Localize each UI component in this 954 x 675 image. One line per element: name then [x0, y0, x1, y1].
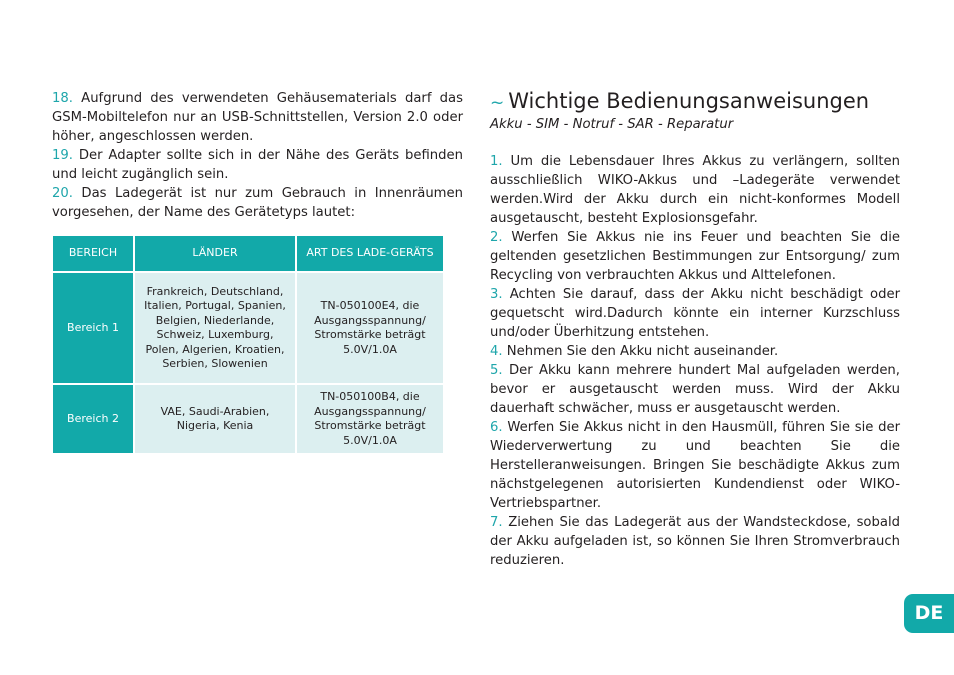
countries-cell: VAE, Saudi-Arabien, Nigeria, Kenia	[134, 384, 296, 454]
item-text: Werfen Sie Akkus nie ins Feuer und beachten Sie die geltenden gesetzlichen Bestimmungen zur Entsorgung/ zum Recycling von verbrauchten Akkus und Alttelefonen.	[490, 230, 900, 283]
table-header-row	[52, 235, 444, 272]
charger-cell: TN-050100B4, die Ausgangsspannung/ Stromstärke beträgt 5.0V/1.0A	[296, 384, 444, 454]
section-subtitle: Akku - SIM - Notruf - SAR - Reparatur	[490, 117, 734, 132]
table-row	[52, 384, 444, 454]
item-text: Achten Sie darauf, dass der Akku nicht beschädigt oder gequetscht wird.Dadurch könnte ein interner Kurzschluss und/oder Überhitzung entstehen.	[490, 287, 900, 340]
charger-cell: TN-050100E4, die Ausgangsspannung/ Stromstärke beträgt 5.0V/1.0A	[296, 272, 444, 384]
item-number: 18.	[52, 91, 73, 106]
column-header-charger: ART DES LADE-GERÄTS	[296, 235, 444, 272]
item-number: 4.	[490, 344, 503, 359]
table-row	[52, 272, 444, 384]
instruction-item	[490, 152, 900, 228]
item-18	[52, 89, 463, 146]
item-number: 6.	[490, 420, 503, 435]
item-text: Um die Lebensdauer Ihres Akkus zu verlängern, sollten ausschließlich WIKO-Akkus und –Ladegeräte verwendet werden.Wird der Akku durch ein nicht-konformes Modell ausgetauscht, besteht Explosionsgefahr.	[490, 154, 900, 226]
instruction-item	[490, 513, 900, 570]
item-number: 20.	[52, 186, 73, 201]
column-header-countries: LÄNDER	[134, 235, 296, 272]
item-text: Der Akku kann mehrere hundert Mal aufgeladen werden, bevor er ausgetauscht werden muss. Wird der Akku dauerhaft schwächer, muss er ausgetauscht werden.	[490, 363, 900, 416]
item-20	[52, 184, 463, 222]
tilde-mark: ~	[490, 93, 505, 113]
language-tab: DE	[904, 594, 954, 633]
item-number: 19.	[52, 148, 73, 163]
item-text: Ziehen Sie das Ladegerät aus der Wandsteckdose, sobald der Akku aufgeladen ist, so können Sie Ihren Stromverbrauch reduzieren.	[490, 515, 900, 568]
column-header-region: BEREICH	[52, 235, 134, 272]
section-title-text: Wichtige Bedienungsanweisungen	[508, 89, 870, 113]
item-text: Aufgrund des verwendeten Gehäusematerials darf das GSM-Mobiltelefon nur an USB-Schnittstellen, Version 2.0 oder höher, angeschlossen werden.	[52, 91, 463, 144]
item-text: Nehmen Sie den Akku nicht auseinander.	[502, 344, 779, 359]
instruction-item	[490, 361, 900, 418]
item-text: Das Ladegerät ist nur zum Gebrauch in Innenräumen vorgesehen, der Name des Gerätetyps lautet:	[52, 186, 463, 220]
instruction-item	[490, 418, 900, 513]
item-text: Der Adapter sollte sich in der Nähe des Geräts befinden und leicht zugänglich sein.	[52, 148, 463, 182]
region-cell: Bereich 1	[52, 272, 134, 384]
countries-cell: Frankreich, Deutschland, Italien, Portugal, Spanien, Belgien, Niederlande, Schweiz, Luxemburg, Polen, Algerien, Kroatien, Serbien, Slowenien	[134, 272, 296, 384]
left-column	[52, 89, 463, 222]
item-19	[52, 146, 463, 184]
section-title	[490, 88, 900, 116]
item-number: 2.	[490, 230, 503, 245]
instruction-item	[490, 285, 900, 342]
item-number: 3.	[490, 287, 503, 302]
region-cell: Bereich 2	[52, 384, 134, 454]
instruction-item	[490, 228, 900, 285]
instruction-item	[490, 342, 900, 361]
item-number: 1.	[490, 154, 503, 169]
right-column	[490, 88, 900, 570]
item-text: Werfen Sie Akkus nicht in den Hausmüll, führen Sie sie der Wiederverwertung zu und beachten Sie die Herstelleranweisungen. Bringen Sie beschädigte Akkus zum nächstgelegenen autorisierten Kundendienst oder WIKO-Vertriebspartner.	[490, 420, 900, 511]
charger-table	[51, 234, 445, 455]
item-number: 7.	[490, 515, 503, 530]
item-number: 5.	[490, 363, 503, 378]
